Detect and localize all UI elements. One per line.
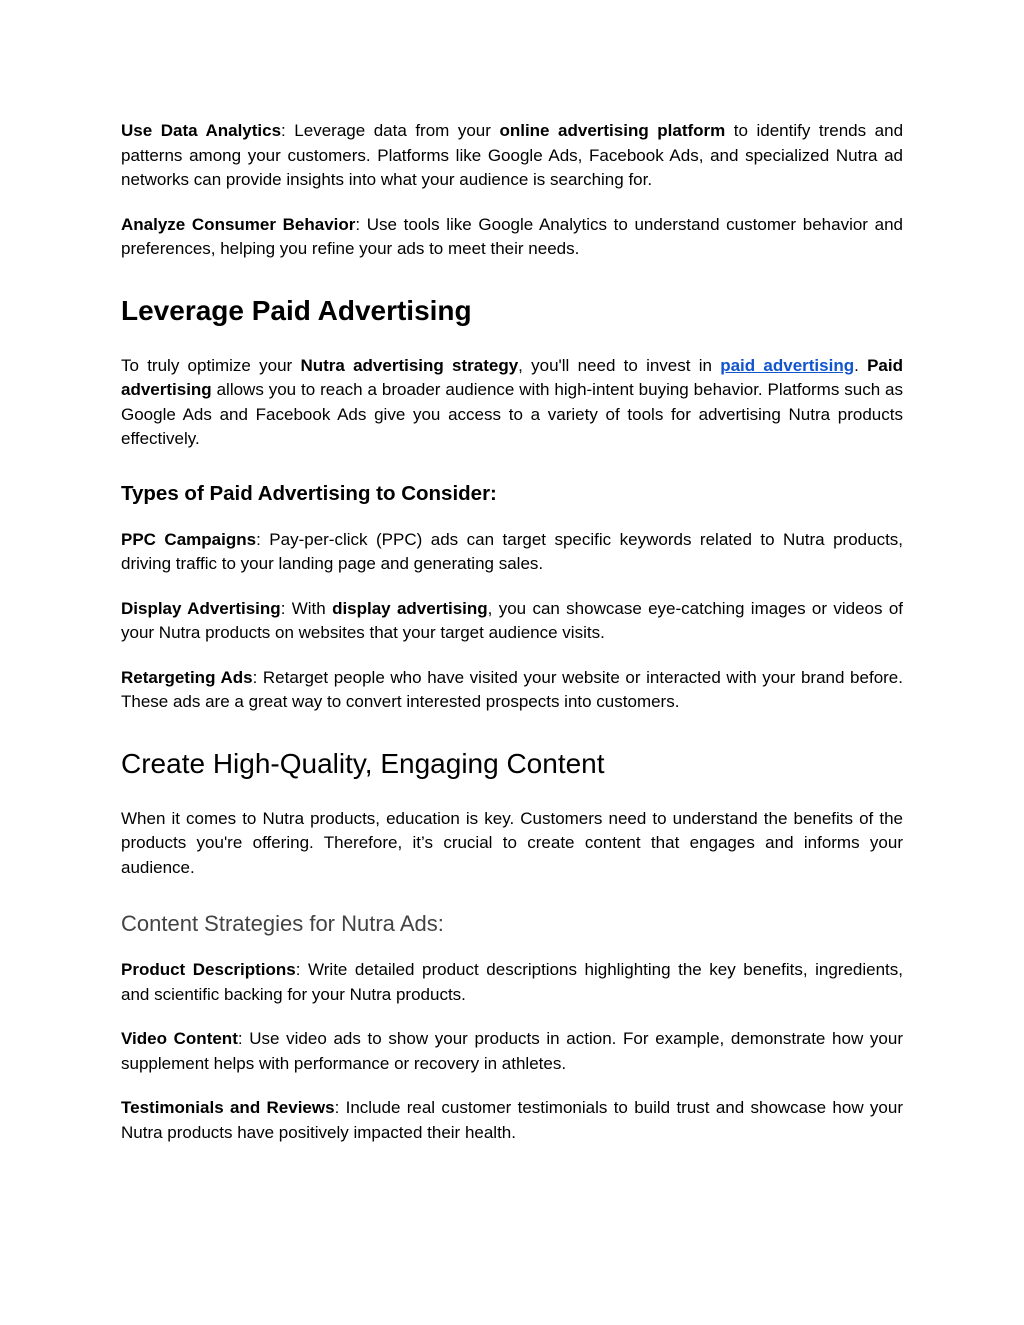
heading-types-of-paid-advertising: Types of Paid Advertising to Consider: <box>121 481 497 505</box>
paragraph-text: : Leverage data from your <box>281 121 500 140</box>
term-product-descriptions: Product Descriptions <box>121 960 296 979</box>
paragraph-paid-advertising-intro <box>121 354 903 452</box>
paragraph-text: : Write detailed product descriptions highlighting the key benefits, ingredients, and scientific backing for your Nutra products. <box>121 960 903 1004</box>
paragraph-text: , you can showcase eye-catching images or videos of your Nutra products on websites that your target audience visits. <box>121 598 904 642</box>
term-video-content: Video Content <box>121 1029 238 1048</box>
term-use-data-analytics: Use Data Analytics <box>121 121 282 140</box>
bold-nutra-advertising-strategy: Nutra advertising strategy <box>300 355 519 375</box>
paragraph-use-data-analytics <box>121 119 903 193</box>
paragraph-text: : Pay-per-click (PPC) ads can target specific keywords related to Nutra products, driving traffic to your landing page and generating sales. <box>121 529 904 573</box>
bold-display-advertising: display advertising <box>332 598 488 618</box>
paragraph-analyze-consumer-behavior <box>121 213 903 262</box>
term-testimonials-reviews: Testimonials and Reviews <box>121 1098 335 1117</box>
paragraph-text: , you'll need to invest in <box>518 355 721 375</box>
paragraph-text: : Include real customer testimonials to build trust and showcase how your Nutra products have positively impacted their health. <box>121 1098 903 1142</box>
paragraph-retargeting-ads <box>121 666 903 715</box>
term-analyze-consumer-behavior: Analyze Consumer Behavior <box>121 214 356 234</box>
paragraph-text: To truly optimize your <box>121 355 301 375</box>
paragraph-content-intro <box>121 807 903 881</box>
heading-leverage-paid-advertising: Leverage Paid Advertising <box>121 294 472 326</box>
paragraph-video-content <box>121 1027 903 1076</box>
paragraph-testimonials-reviews <box>121 1096 903 1145</box>
paragraph-text: allows you to reach a broader audience with high-intent buying behavior. Platforms such as Google Ads and Facebook Ads give you access to a variety of tools for advertising Nutra products effectively. <box>121 380 903 448</box>
paragraph-ppc-campaigns <box>121 528 903 577</box>
paragraph-text: : With <box>280 598 333 618</box>
link-paid-advertising[interactable]: paid advertising <box>720 355 855 375</box>
paragraph-text: : Use tools like Google Analytics to understand customer behavior and preferences, helping you refine your ads to meet their needs. <box>121 214 903 258</box>
term-display-advertising: Display Advertising <box>121 598 281 618</box>
bold-paid-advertising: Paid advertising <box>121 355 903 399</box>
paragraph-text: When it comes to Nutra products, education is key. Customers need to understand the benefits of the products you're offering. Therefore, it’s crucial to create content that engages and informs your audience. <box>121 808 903 877</box>
bold-online-advertising-platform: online advertising platform <box>499 121 726 140</box>
heading-content-strategies: Content Strategies for Nutra Ads: <box>121 911 444 936</box>
paragraph-text: to identify trends and patterns among your customers. Platforms like Google Ads, Facebook Ads, and specialized Nutra ad networks can provide insights into what your audience is searching for. <box>121 121 904 189</box>
paragraph-display-advertising <box>121 597 903 646</box>
paragraph-text: : Use video ads to show your products in action. For example, demonstrate how your supplement helps with performance or recovery in athletes. <box>121 1029 903 1073</box>
paragraph-text: . <box>854 355 868 375</box>
heading-create-engaging-content: Create High-Quality, Engaging Content <box>121 747 605 779</box>
paragraph-product-descriptions <box>121 958 903 1007</box>
paragraph-text: : Retarget people who have visited your website or interacted with your brand before. These ads are a great way to convert interested prospects into customers. <box>121 667 903 711</box>
document-body <box>121 119 903 1145</box>
term-ppc-campaigns: PPC Campaigns <box>121 529 257 549</box>
term-retargeting-ads: Retargeting Ads <box>121 667 253 687</box>
